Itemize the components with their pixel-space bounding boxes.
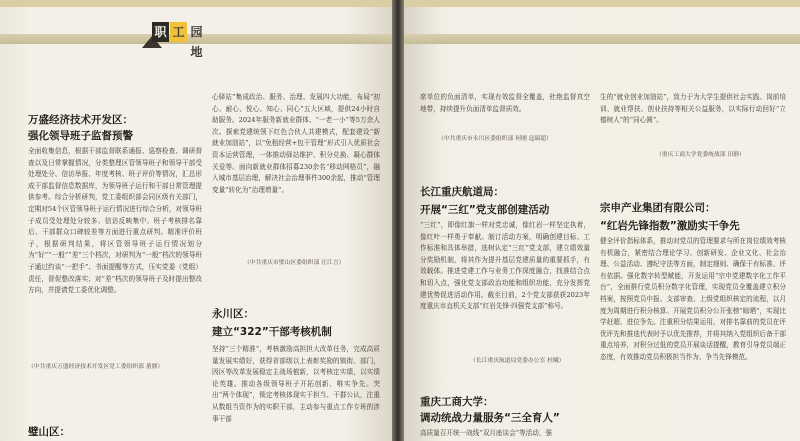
section-logo	[150, 18, 210, 59]
article-subheading-zongshen: “红岩先锋指数”激励实干争先	[600, 220, 740, 232]
article-body-yongchuan: 坚持“三个精准”，考核激励高担担大改革任务，完成高质量发展实绩好，获得省部级以上表彰奖励的镇街、部门，因区等改革发展稳定主战场植新，以考核定实绩，以实绩论英雄。推动各级领导班子开拓创新、唯实争先。突出“两个体现”，锁定考核体现实干担当、干群公认，注重从数组当资作为的实职干部，主动参与重点工作专班的涉事干部	[212, 345, 380, 423]
article-heading-changjiang: 长江重庆航道局：	[420, 186, 504, 198]
article-heading-zongshen: 宗申产业集团有限公司：	[600, 202, 716, 214]
article-body-wansheng: 全面收集信息，根据干部监督联系通报、巡察检查、调研督查以及日常掌握情况，分类整理区管领导班子和领导干部受处理处分、信访举报、年度考核、班子评价等情况，汇总形成干部监督信息数据库，为领导班子运行和干部日常管理提供参考。综合分析研判，党工委组织部会同区级有关部门，定期对54个区管领导班子运行情况进行综合分析，对领导班子成员受处理处分较多、信访反映集中、班子考核排名靠后、干部群众口碑较差等方面进行重点研判。精准评价班子，根据研判结果，将区管领导班子运行情况划分为“好”“一般”“差”三个档次，对研判为“一般”档次的领导班子通过约谈“一把手”、书面提醒等方式，压实党委（党组）责任，督促整改落实；对“差”档次的领导班子及时提出整改方向，并提请党工委优化调整。	[28, 147, 202, 295]
top-color-bar-right	[404, 0, 800, 7]
article-subheading-yongchuan: 建立“322”干部考核机制	[212, 326, 332, 338]
article-body-bishan: 心驿站”集成政治、服务、治理、发展四大功能，布局“初心、耐心、悦心、知心、同心”五大区域，提供24小时自助服务。2024年服务新就业群体、“一老一小”等5万余人次。探索党建统领下红色合伙人共建模式，配套建设“新就业加油站”，以“免租经营+包干管理”形式引入优质社会资本运营管理，一体推动驿站维护、积分兑换、凝心群体关爱等。面向新就业群体招募230余名“移动网格员”，融入城市基层治理，解决社会治理事件300余起，推动“管理变量”转化为“治理增量”。	[212, 93, 380, 194]
article-subheading-changjiang: 开展“三红”党支部创建活动	[420, 204, 550, 216]
logo-char-1: 职	[152, 22, 169, 42]
right-page	[404, 0, 800, 441]
article-heading-yongchuan: 永川区：	[212, 308, 254, 320]
article-body-yongchuan-cont: 席单位的负面清单，实现有效监督全覆盖，杜绝监督真空地带，持续提升负面清单监督质效。	[420, 93, 590, 113]
article-byline-ctbu: （重庆工商大学党委统战部 田静）	[656, 152, 745, 158]
article-body-zongshen: 健全评价指标体系，推动对党员的管理要求与所在岗位绩效考核有机融合，紧密结合理论学习、创新研发、企业文化、社会治理、公益活动、遵纪守法等方面，制定细则、确保干有标准、评有依据。强化数字转型赋能，开发运用“宗申党建数字化工作平台”，全面推行党员积分数字化管理，实现党员全覆盖建立积分档案，按照党员申报、支部审查、上级党组织核定的流程，以月度为周期进行积分核算。开展党员积分公开张榜“晾晒”，实现比学赶超、进位争先。注重积分结果运用，对排名靠前的党员在评优评先和推选代表时予以优先推荐，并将其纳入党组织后备干部重点培养，对积分过低的党员开展谈话提醒，教育引导党员端正态度，有效推动党员积极担当作为、争当先锋模范。	[600, 237, 786, 361]
article-subheading-wansheng: 强化领导班子监督预警	[28, 130, 133, 142]
article-heading-wansheng: 万盛经济技术开发区：	[28, 114, 133, 126]
logo-char-2: 工	[170, 22, 187, 42]
article-body-ctbu-cont: 生的“就业创业加油站”，致力于为大学生提供社会实践、岗前培训、就业帮扶、创业扶持等相关公益服务，以实际行动回好“立德树人”的“同心圆”。	[600, 93, 786, 125]
header-band-right	[404, 34, 800, 44]
article-heading-bishan: 璧山区：	[28, 426, 70, 438]
article-byline-yongchuan: （中共重庆市永川区委组织部 何刚 寇瑞超）	[438, 136, 552, 142]
article-byline-changjiang: （长江重庆航道局党委办公室 杜曦）	[470, 358, 565, 364]
article-byline-wansheng: （中共重庆万盛经济技术开发区党工委组织部 董鼎）	[28, 364, 164, 370]
book-gutter	[392, 0, 404, 441]
top-color-bar	[0, 0, 392, 7]
article-body-ctbu: 高质量召开统一战线“双月座谈会”等活动，强	[420, 429, 553, 437]
article-byline-bishan: （中共重庆市璧山区委组织部 汪江言）	[244, 260, 345, 266]
article-subheading-ctbu: 调动统战力量服务“三全育人”	[420, 412, 560, 424]
article-body-changjiang: “三红”，即像红旗一样对党忠诚，像红岩一样坚定执着，像红叶一样勇于奉献。制订活动方案，明确创建目标、工作标准和具体举措，选树认定“三红”党支部，建立绩效量分奖励机制，将其作为提升基层党建质量的重要抓手，有效载体。推进党建工作与业务工作深度融合，找准结合点和切入点，强化党支部政治功能和组织功能，充分发挥党建优势促进活动作用。截至目前，2个党支部获获2023年度重庆市直机关支部“红岩先锋·四强党支部”称号。	[420, 221, 590, 311]
article-heading-ctbu: 重庆工商大学：	[420, 396, 494, 408]
logo-char-3: 园地	[190, 25, 203, 59]
left-page	[0, 0, 392, 441]
